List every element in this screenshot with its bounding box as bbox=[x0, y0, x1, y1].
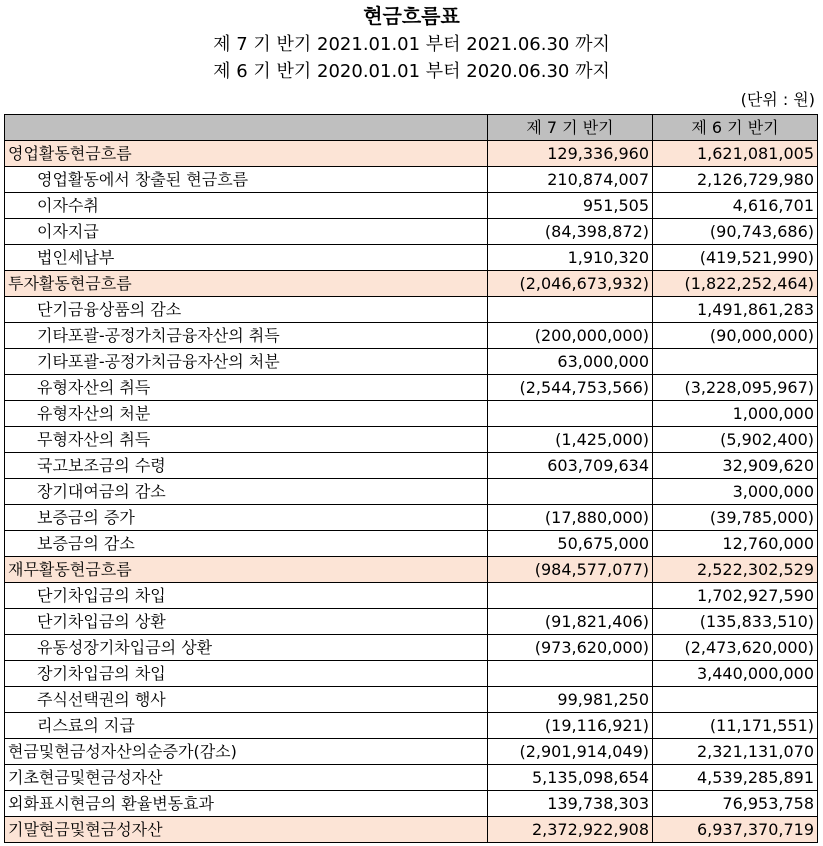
row-previous-value: 1,702,927,590 bbox=[653, 583, 818, 609]
row-label: 외화표시현금의 환율변동효과 bbox=[5, 791, 488, 817]
row-previous-value: 2,522,302,529 bbox=[653, 557, 818, 583]
row-label: 이자지급 bbox=[5, 219, 488, 245]
table-row bbox=[5, 739, 818, 765]
row-current-value: 129,336,960 bbox=[488, 141, 653, 167]
table-row bbox=[5, 479, 818, 505]
row-previous-value: (135,833,510) bbox=[653, 609, 818, 635]
row-previous-value: 3,000,000 bbox=[653, 479, 818, 505]
row-previous-value: 1,000,000 bbox=[653, 401, 818, 427]
row-previous-value: 2,126,729,980 bbox=[653, 167, 818, 193]
row-current-value: (984,577,077) bbox=[488, 557, 653, 583]
row-current-value: 603,709,634 bbox=[488, 453, 653, 479]
header-row bbox=[5, 115, 818, 141]
row-previous-value: 1,621,081,005 bbox=[653, 141, 818, 167]
row-current-value: (2,901,914,049) bbox=[488, 739, 653, 765]
period-current: 제 7 기 반기 2021.01.01 부터 2021.06.30 까지 bbox=[213, 34, 610, 55]
row-previous-value: (90,743,686) bbox=[653, 219, 818, 245]
row-current-value: 5,135,098,654 bbox=[488, 765, 653, 791]
table-row bbox=[5, 271, 818, 297]
row-current-value: (973,620,000) bbox=[488, 635, 653, 661]
row-previous-value: 76,953,758 bbox=[653, 791, 818, 817]
row-previous-value: 4,539,285,891 bbox=[653, 765, 818, 791]
row-previous-value: 32,909,620 bbox=[653, 453, 818, 479]
row-label: 단기차입금의 차입 bbox=[5, 583, 488, 609]
row-label: 보증금의 증가 bbox=[5, 505, 488, 531]
row-label: 장기대여금의 감소 bbox=[5, 479, 488, 505]
row-current-value: (91,821,406) bbox=[488, 609, 653, 635]
row-previous-value: 4,616,701 bbox=[653, 193, 818, 219]
row-previous-value: (11,171,551) bbox=[653, 713, 818, 739]
table-row bbox=[5, 453, 818, 479]
row-label: 기말현금및현금성자산 bbox=[5, 817, 488, 843]
cash-flow-table bbox=[4, 114, 818, 843]
row-current-value bbox=[488, 583, 653, 609]
table-row bbox=[5, 245, 818, 271]
table-row bbox=[5, 505, 818, 531]
table-row bbox=[5, 193, 818, 219]
row-label: 무형자산의 취득 bbox=[5, 427, 488, 453]
row-label: 주식선택권의 행사 bbox=[5, 687, 488, 713]
row-previous-value: (419,521,990) bbox=[653, 245, 818, 271]
row-current-value bbox=[488, 401, 653, 427]
row-label: 리스료의 지급 bbox=[5, 713, 488, 739]
row-previous-value: 12,760,000 bbox=[653, 531, 818, 557]
row-current-value bbox=[488, 479, 653, 505]
table-row bbox=[5, 297, 818, 323]
row-previous-value: (1,822,252,464) bbox=[653, 271, 818, 297]
row-label: 기타포괄-공정가치금융자산의 처분 bbox=[5, 349, 488, 375]
header-current-period: 제 7 기 반기 bbox=[488, 115, 653, 141]
table-row bbox=[5, 765, 818, 791]
table-row bbox=[5, 167, 818, 193]
table-body bbox=[5, 141, 818, 843]
row-current-value: 50,675,000 bbox=[488, 531, 653, 557]
row-label: 단기차입금의 상환 bbox=[5, 609, 488, 635]
row-current-value: 210,874,007 bbox=[488, 167, 653, 193]
row-label: 영업활동현금흐름 bbox=[5, 141, 488, 167]
row-current-value: (19,116,921) bbox=[488, 713, 653, 739]
header-previous-period: 제 6 기 반기 bbox=[653, 115, 818, 141]
row-label: 유동성장기차입금의 상환 bbox=[5, 635, 488, 661]
row-label: 기타포괄-공정가치금융자산의 취득 bbox=[5, 323, 488, 349]
table-row bbox=[5, 687, 818, 713]
table-row bbox=[5, 375, 818, 401]
row-label: 단기금융상품의 감소 bbox=[5, 297, 488, 323]
row-previous-value: (90,000,000) bbox=[653, 323, 818, 349]
table-row bbox=[5, 635, 818, 661]
row-previous-value: 1,491,861,283 bbox=[653, 297, 818, 323]
row-label: 장기차입금의 차입 bbox=[5, 661, 488, 687]
table-row bbox=[5, 323, 818, 349]
row-label: 국고보조금의 수령 bbox=[5, 453, 488, 479]
row-current-value: (2,046,673,932) bbox=[488, 271, 653, 297]
row-label: 이자수취 bbox=[5, 193, 488, 219]
table-row bbox=[5, 661, 818, 687]
table-row bbox=[5, 557, 818, 583]
table-row bbox=[5, 791, 818, 817]
table-row bbox=[5, 219, 818, 245]
header-label-column bbox=[5, 115, 488, 141]
row-previous-value: 3,440,000,000 bbox=[653, 661, 818, 687]
row-label: 재무활동현금흐름 bbox=[5, 557, 488, 583]
row-previous-value: (3,228,095,967) bbox=[653, 375, 818, 401]
table-row bbox=[5, 349, 818, 375]
row-label: 투자활동현금흐름 bbox=[5, 271, 488, 297]
row-current-value: 99,981,250 bbox=[488, 687, 653, 713]
table-row bbox=[5, 817, 818, 843]
row-label: 유형자산의 처분 bbox=[5, 401, 488, 427]
table-row bbox=[5, 427, 818, 453]
row-label: 유형자산의 취득 bbox=[5, 375, 488, 401]
row-previous-value: (5,902,400) bbox=[653, 427, 818, 453]
row-current-value: (17,880,000) bbox=[488, 505, 653, 531]
row-current-value: (84,398,872) bbox=[488, 219, 653, 245]
period-previous: 제 6 기 반기 2020.01.01 부터 2020.06.30 까지 bbox=[213, 61, 610, 82]
row-label: 영업활동에서 창출된 현금흐름 bbox=[5, 167, 488, 193]
row-current-value: (200,000,000) bbox=[488, 323, 653, 349]
table-row bbox=[5, 583, 818, 609]
row-previous-value: 2,321,131,070 bbox=[653, 739, 818, 765]
row-previous-value: (2,473,620,000) bbox=[653, 635, 818, 661]
row-previous-value bbox=[653, 349, 818, 375]
table-row bbox=[5, 713, 818, 739]
unit-label: (단위 : 원) bbox=[740, 90, 815, 109]
row-current-value: 63,000,000 bbox=[488, 349, 653, 375]
row-label: 현금및현금성자산의순증가(감소) bbox=[5, 739, 488, 765]
row-label: 보증금의 감소 bbox=[5, 531, 488, 557]
row-current-value: (1,425,000) bbox=[488, 427, 653, 453]
row-current-value: (2,544,753,566) bbox=[488, 375, 653, 401]
row-label: 기초현금및현금성자산 bbox=[5, 765, 488, 791]
row-previous-value bbox=[653, 687, 818, 713]
table-row bbox=[5, 401, 818, 427]
row-current-value: 139,738,303 bbox=[488, 791, 653, 817]
row-previous-value: (39,785,000) bbox=[653, 505, 818, 531]
row-current-value: 951,505 bbox=[488, 193, 653, 219]
row-current-value: 1,910,320 bbox=[488, 245, 653, 271]
statement-title: 현금흐름표 bbox=[363, 4, 460, 28]
table-row bbox=[5, 609, 818, 635]
row-current-value: 2,372,922,908 bbox=[488, 817, 653, 843]
row-current-value bbox=[488, 297, 653, 323]
row-previous-value: 6,937,370,719 bbox=[653, 817, 818, 843]
table-row bbox=[5, 531, 818, 557]
row-current-value bbox=[488, 661, 653, 687]
table-row bbox=[5, 141, 818, 167]
row-label: 법인세납부 bbox=[5, 245, 488, 271]
